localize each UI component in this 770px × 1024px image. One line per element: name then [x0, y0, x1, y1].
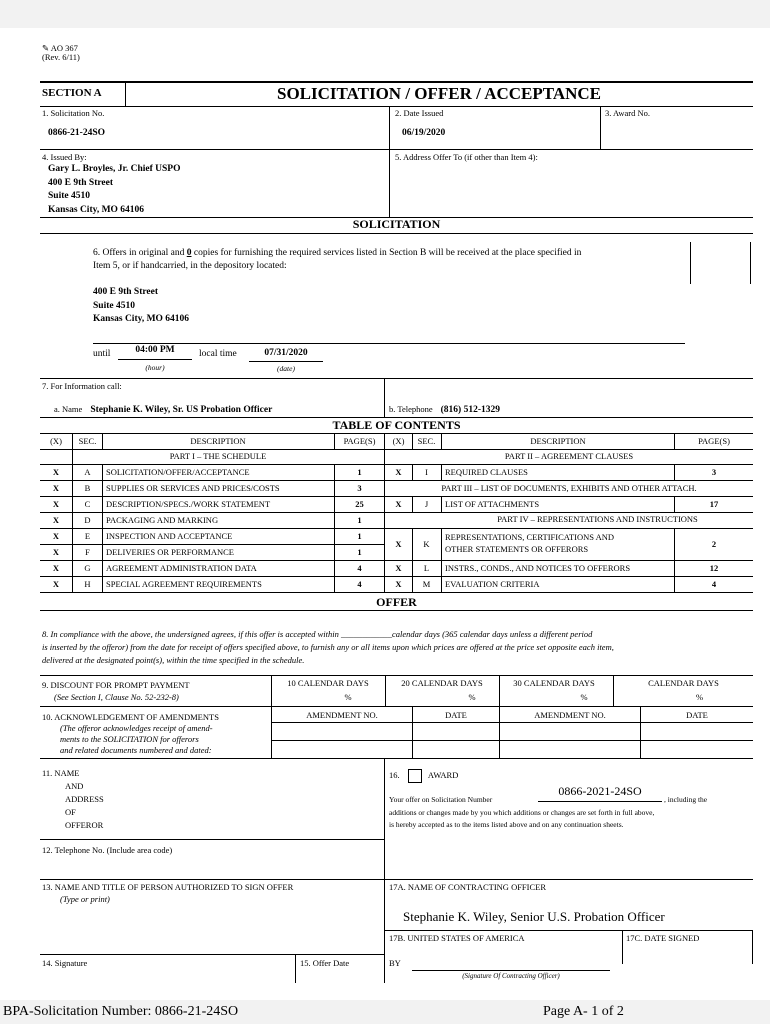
amendment-no-header: AMENDMENT NO. — [306, 710, 378, 720]
toc-row: X D PACKAGING AND MARKING 1 — [52, 515, 362, 525]
item9-sub: (See Section I, Clause No. 52-232-8) — [54, 692, 179, 702]
toc-row-k: X K REPRESENTATIONS, CERTIFICATIONS AND OTHER STATEMENTS OR OFFERORS 2 — [395, 532, 717, 554]
item6-text: 6. Offers in original and 0 copies for furnishing the required services listed in Section B will be received at the place specified in Item 5, or if handcarried, in the depository located: — [93, 248, 582, 271]
offer-heading: OFFER — [376, 595, 417, 609]
toc-part2: PART II – AGREEMENT CLAUSES — [504, 451, 634, 461]
award-no-label: 3. Award No. — [605, 108, 651, 118]
date-issued-label: 2. Date Issued — [395, 108, 444, 118]
toc-row: X F DELIVERIES OR PERFORMANCE 1 — [52, 547, 362, 557]
toc-part1: PART I – THE SCHEDULE — [169, 451, 267, 461]
award-checkbox[interactable] — [408, 769, 422, 783]
footer-solicitation-number: BPA-Solicitation Number: 0866-21-24SO — [3, 1004, 239, 1019]
item11-sub: AND ADDRESS OF OFFEROR — [65, 781, 104, 830]
signature-caption: (Signature Of Contracting Officer) — [462, 972, 560, 980]
item10-label: 10. ACKNOWLEDGEMENT OF AMENDMENTS — [42, 712, 219, 722]
info-telephone-row: b. Telephone (816) 512-1329 — [389, 404, 500, 415]
until-label: until — [93, 349, 111, 359]
solicitation-heading: SOLICITATION — [352, 217, 441, 231]
toc-col-x: (X) — [50, 436, 62, 446]
item14-label: 14. Signature — [42, 958, 88, 968]
form-page — [0, 28, 770, 1000]
issued-by-label: 4. Issued By: — [42, 152, 87, 162]
depository-location: 400 E 9th Street Suite 4510 Kansas City, MO 64106 — [93, 287, 190, 324]
item8-text: 8. In compliance with the above, the undersigned agrees, if this offer is accepted within ____________calendar days (365 calendar days unless a different period is inserted by the offeror) from the date for receipt of offers specified above, to furnish any or all items upon which prices are offered at the price set opposite each item, delivered at the designated point(s), within the time specified in the schedule. — [42, 629, 614, 665]
local-time-label: local time — [199, 349, 237, 359]
amendment-no-header-2: AMENDMENT NO. — [534, 710, 606, 720]
discount-calendar-days: CALENDAR DAYS — [648, 678, 719, 688]
award-block: 16. AWARD — [389, 769, 458, 783]
discount-10-days: 10 CALENDAR DAYS — [287, 678, 369, 688]
discount-calendar-pct: % — [695, 692, 704, 702]
toc-row: X B SUPPLIES OR SERVICES AND PRICES/COSTS 3 — [52, 483, 362, 493]
discount-30-days: 30 CALENDAR DAYS — [513, 678, 595, 688]
item11-label: 11. NAME — [42, 768, 80, 778]
item13-label: 13. NAME AND TITLE OF PERSON AUTHORIZED TO SIGN OFFER — [42, 882, 294, 892]
pencil-icon: ✎ — [42, 43, 50, 53]
toc-row: X E INSPECTION AND ACCEPTANCE 1 — [52, 531, 362, 541]
award-solicitation-number: 0866-2021-24SO — [558, 784, 642, 798]
toc-col-x-right: (X) — [392, 436, 405, 446]
toc-part3: PART III – LIST OF DOCUMENTS, EXHIBITS AND OTHER ATTACH. — [441, 483, 697, 493]
page-footer — [0, 1000, 770, 1024]
solicitation-no-label: 1. Solicitation No. — [42, 108, 105, 118]
amendment-date-header: DATE — [445, 710, 467, 720]
toc-col-desc-right: DESCRIPTION — [530, 436, 586, 446]
discount-20-days: 20 CALENDAR DAYS — [401, 678, 483, 688]
item9-label: 9. DISCOUNT FOR PROMPT PAYMENT — [42, 680, 190, 690]
form-number: ✎ AO 367 — [42, 43, 78, 53]
award-text-1b: , including the — [664, 795, 708, 804]
toc-col-pages-right: PAGE(S) — [698, 436, 730, 446]
section-label: SECTION A — [42, 87, 102, 99]
toc-row: X A SOLICITATION/OFFER/ACCEPTANCE 1 — [52, 467, 362, 477]
toc-col-desc: DESCRIPTION — [190, 436, 246, 446]
date-value: 07/31/2020 — [264, 348, 308, 358]
toc-row-m: X M EVALUATION CRITERIA 4 — [395, 579, 717, 589]
form-title: SOLICITATION / OFFER / ACCEPTANCE — [277, 84, 601, 103]
item12-label: 12. Telephone No. (Include area code) — [42, 845, 173, 855]
info-call-label: 7. For Information call: — [42, 381, 122, 391]
solicitation-no: 0866-21-24SO — [48, 128, 105, 138]
item10-sub: (The offeror acknowledges receipt of amend- ments to the SOLICITATION for offerors and related documents numbered and dated: — [60, 723, 213, 755]
toc-row-j: X J LIST OF ATTACHMENTS 17 — [395, 499, 719, 509]
toc-row-l: X L INSTRS., CONDS., AND NOTICES TO OFFERORS 12 — [395, 563, 719, 573]
address-offer-to-label: 5. Address Offer To (if other than Item 4): — [395, 152, 538, 162]
date-issued: 06/19/2020 — [402, 128, 446, 138]
toc-row: X H SPECIAL AGREEMENT REQUIREMENTS 4 — [52, 579, 362, 589]
toc-row-i: X I REQUIRED CLAUSES 3 — [395, 467, 717, 477]
date-caption: (date) — [277, 364, 295, 373]
toc-col-pages: PAGE(S) — [343, 436, 376, 446]
amendment-date-header-2: DATE — [686, 710, 708, 720]
form-revision: (Rev. 6/11) — [42, 52, 80, 62]
discount-30-pct: % — [580, 692, 588, 702]
item17c-label: 17C. DATE SIGNED — [626, 933, 700, 943]
footer-page-number: Page A- 1 of 2 — [543, 1004, 624, 1019]
toc-row: X G AGREEMENT ADMINISTRATION DATA 4 — [52, 563, 362, 573]
item15-label: 15. Offer Date — [300, 958, 350, 968]
info-name-row: a. Name Stephanie K. Wiley, Sr. US Probation Officer — [54, 404, 273, 415]
toc-col-sec: SEC. — [78, 436, 97, 446]
toc-part4: PART IV – REPRESENTATIONS AND INSTRUCTIONS — [497, 514, 698, 524]
award-text-1: Your offer on Solicitation Number — [389, 795, 493, 804]
award-text-3: is hereby accepted as to the items listed above and on any continuation sheets. — [389, 820, 624, 829]
hour-value: 04:00 PM — [135, 345, 175, 355]
award-text-2: additions or changes made by you which additions or changes are set forth in full above, — [389, 808, 655, 817]
item17a-label: 17A. NAME OF CONTRACTING OFFICER — [389, 882, 547, 892]
item13-sub: (Type or print) — [60, 894, 110, 904]
issued-by-address: Gary L. Broyles, Jr. Chief USPO 400 E 9th Street Suite 4510 Kansas City, MO 64106 — [48, 164, 181, 215]
by-label: BY — [389, 958, 401, 968]
toc-row: X C DESCRIPTION/SPECS./WORK STATEMENT 25 — [52, 499, 364, 509]
toc-heading: TABLE OF CONTENTS — [332, 418, 461, 432]
toc-col-sec-right: SEC. — [417, 436, 436, 446]
contracting-officer-name: Stephanie K. Wiley, Senior U.S. Probation Officer — [403, 909, 665, 924]
discount-20-pct: % — [468, 692, 476, 702]
discount-10-pct: % — [344, 692, 352, 702]
hour-caption: (hour) — [145, 363, 165, 372]
item17b-label: 17B. UNITED STATES OF AMERICA — [389, 933, 525, 943]
